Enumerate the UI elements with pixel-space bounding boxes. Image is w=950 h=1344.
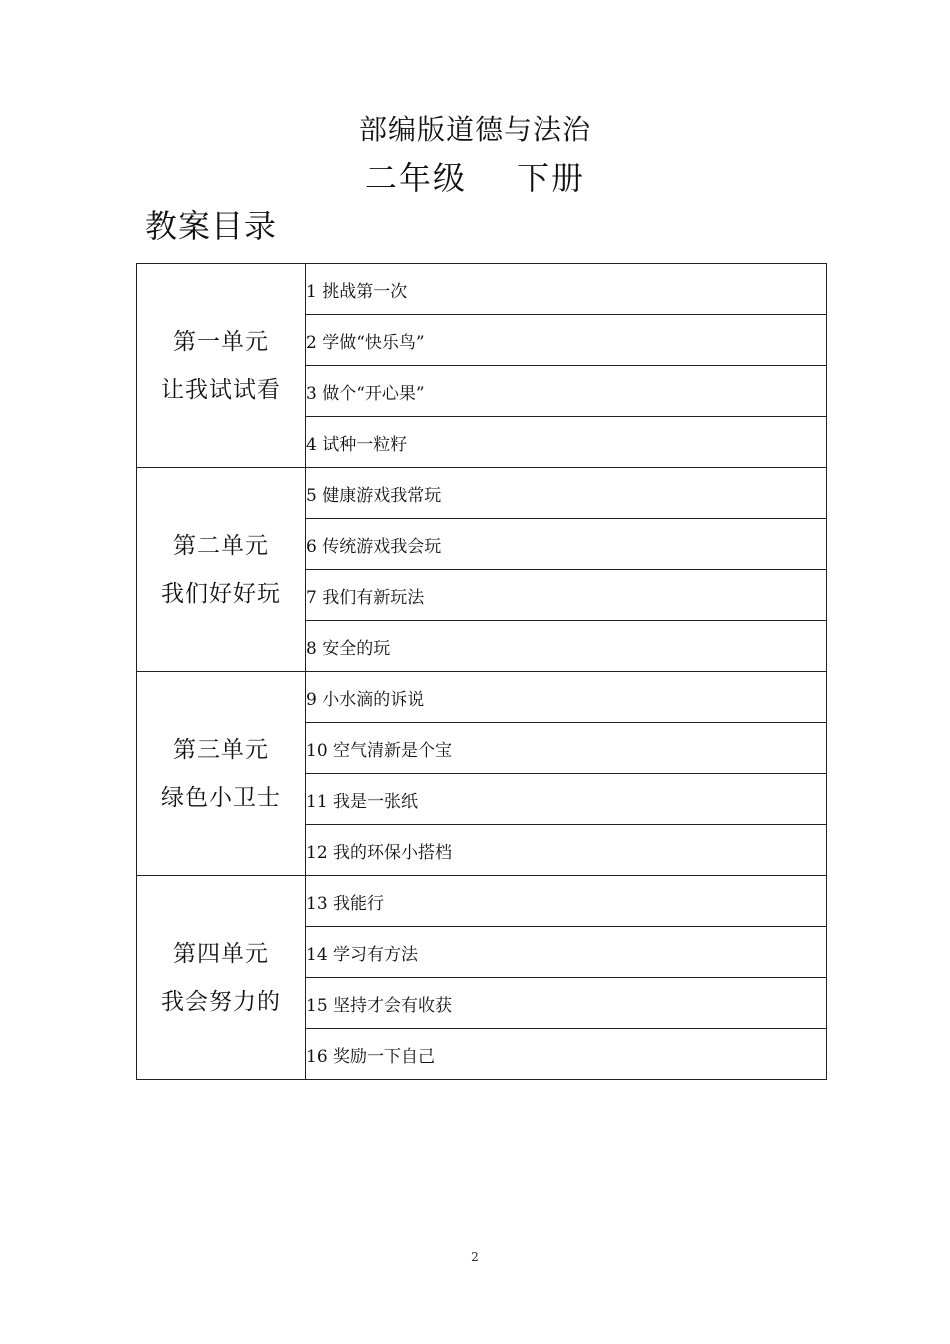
lesson-item: 2 学做“快乐鸟”: [306, 315, 827, 366]
lesson-item: 14 学习有方法: [306, 927, 827, 978]
lesson-item: 10 空气清新是个宝: [306, 723, 827, 774]
section-heading: 教案目录: [145, 207, 278, 245]
unit-subtitle: 让我试试看: [161, 376, 281, 403]
lesson-item: 12 我的环保小搭档: [306, 825, 827, 876]
unit-name: 第四单元: [173, 940, 269, 967]
unit-name: 第三单元: [173, 736, 269, 763]
lesson-item: 6 传统游戏我会玩: [306, 519, 827, 570]
unit-cell: [137, 876, 306, 1080]
toc-table: [136, 263, 827, 1080]
lesson-item: 15 坚持才会有收获: [306, 978, 827, 1029]
unit-name: 第二单元: [173, 532, 269, 559]
lesson-item: 11 我是一张纸: [306, 774, 827, 825]
unit-subtitle: 绿色小卫士: [161, 784, 281, 811]
volume-label: 下册: [517, 159, 586, 197]
grade-label: 二年级: [364, 159, 467, 197]
lesson-item: 3 做个“开心果”: [306, 366, 827, 417]
lesson-item: 5 健康游戏我常玩: [306, 468, 827, 519]
document-title: 部编版道德与法治: [358, 113, 591, 146]
lesson-item: 9 小水滴的诉说: [306, 672, 827, 723]
unit-cell: [137, 468, 306, 672]
table-row: [137, 876, 827, 927]
table-row: [137, 264, 827, 315]
lesson-item: 16 奖励一下自己: [306, 1029, 827, 1080]
table-row: [137, 468, 827, 519]
table-row: [137, 672, 827, 723]
unit-cell: [137, 264, 306, 468]
lesson-item: 7 我们有新玩法: [306, 570, 827, 621]
page-number: 2: [471, 1250, 479, 1264]
lesson-item: 8 安全的玩: [306, 621, 827, 672]
lesson-item: 13 我能行: [306, 876, 827, 927]
unit-name: 第一单元: [173, 328, 269, 355]
grade-volume-title: [0, 154, 950, 202]
unit-subtitle: 我会努力的: [161, 988, 281, 1015]
unit-cell: [137, 672, 306, 876]
lesson-item: 4 试种一粒籽: [306, 417, 827, 468]
lesson-item: 1 挑战第一次: [306, 264, 827, 315]
unit-subtitle: 我们好好玩: [161, 580, 281, 607]
